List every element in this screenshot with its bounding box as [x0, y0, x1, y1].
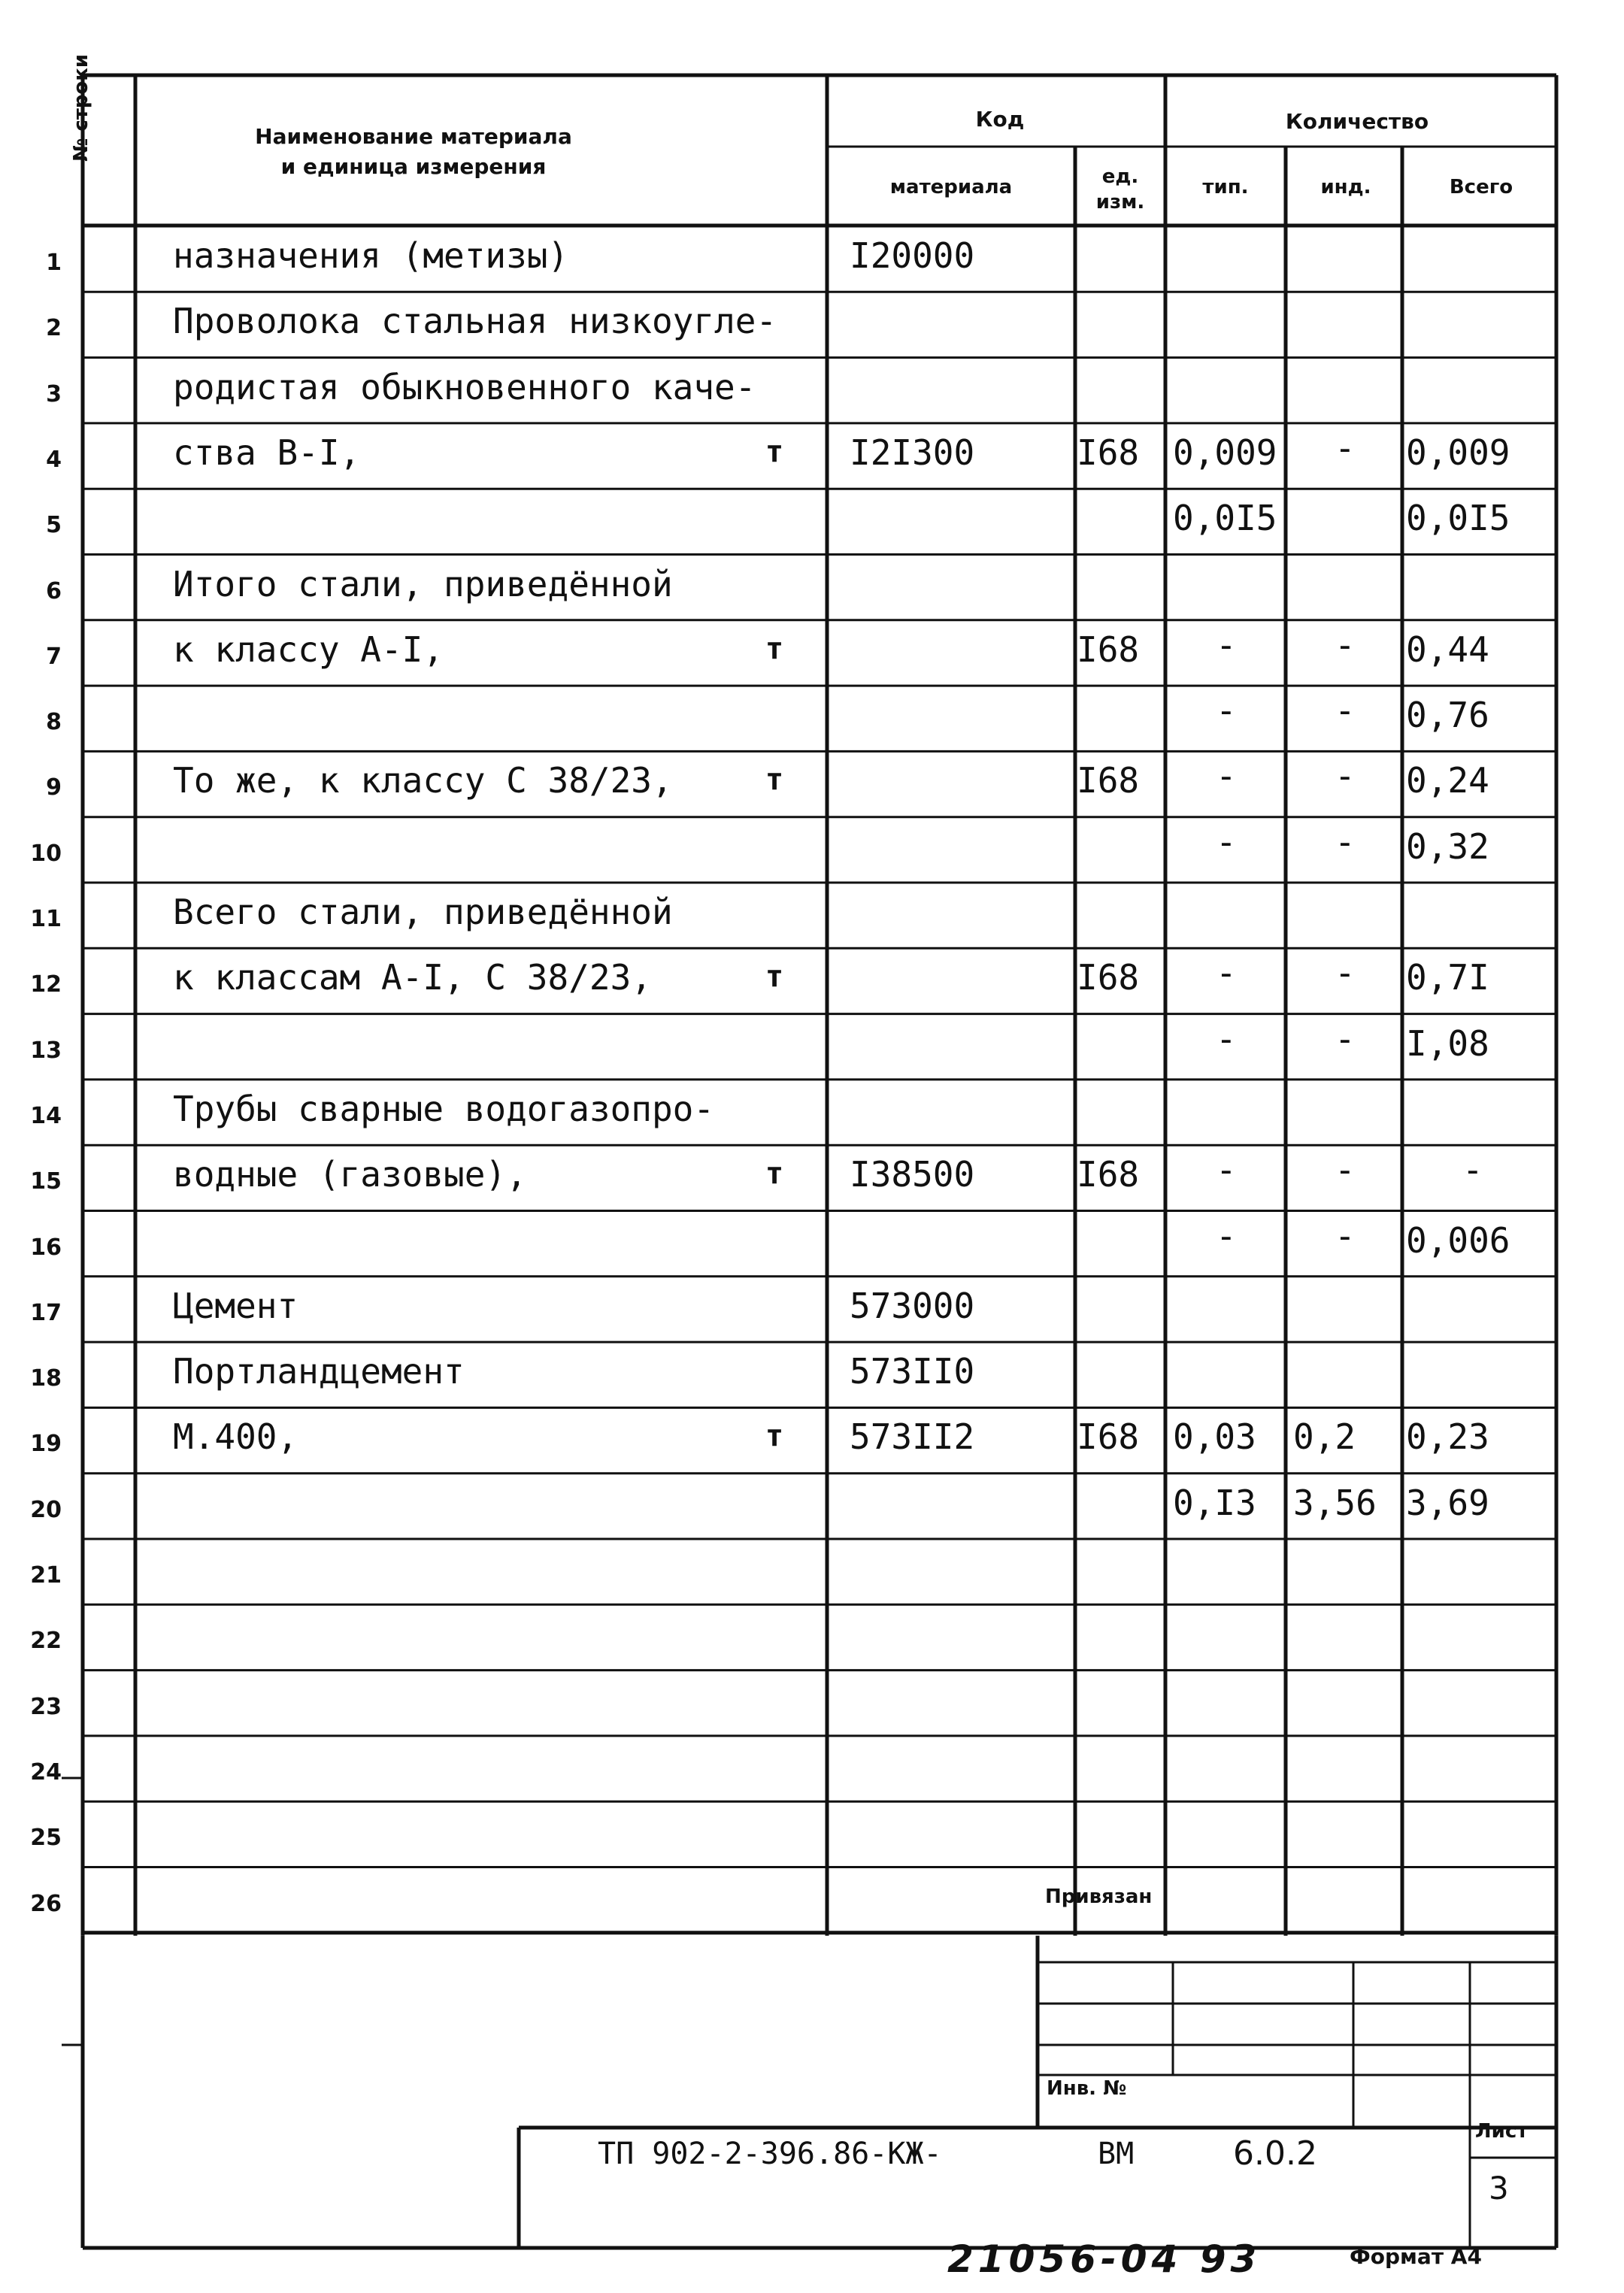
row-number-header: № строки	[70, 53, 92, 162]
code-unit-header: ед. изм.	[1095, 165, 1145, 214]
row-number: 8	[46, 709, 62, 736]
quantity-header: Количество	[1285, 109, 1429, 134]
quantity-typ: 0,009	[1173, 432, 1277, 473]
unit-code: I68	[1077, 760, 1140, 801]
unit-symbol: т	[765, 631, 784, 666]
quantity-ind: 3,56	[1293, 1482, 1377, 1523]
row-number: 15	[30, 1168, 62, 1195]
unit-symbol: т	[765, 1419, 784, 1454]
row-number: 11	[30, 906, 62, 932]
material-code: I38500	[850, 1154, 975, 1195]
quantity-total: 0,23	[1406, 1416, 1489, 1458]
handwritten-number: 21056-04 93	[947, 2237, 1262, 2281]
sheet-label: Лист	[1475, 2120, 1529, 2143]
quantity-typ: 0,0I5	[1173, 498, 1277, 539]
code-material-header: материала	[889, 176, 1013, 198]
row-number: 2	[46, 315, 62, 342]
row-number: 21	[30, 1562, 62, 1589]
row-number: 22	[30, 1628, 62, 1655]
quantity-ind: -	[1335, 1215, 1356, 1256]
material-name: Итого стали, приведённой	[173, 563, 673, 604]
material-name: Трубы сварные водогазопро-	[173, 1088, 715, 1129]
row-number: 13	[30, 1037, 62, 1064]
quantity-typ: -	[1216, 756, 1237, 797]
quantity-typ: -	[1216, 821, 1237, 862]
quantity-total: 0,32	[1406, 825, 1489, 867]
typ-header: тип.	[1202, 176, 1249, 198]
quantity-total: I,08	[1406, 1022, 1489, 1064]
material-name: родистая обыкновенного каче-	[173, 366, 756, 407]
row-number: 7	[46, 643, 62, 670]
name-header-line2: и единица измерения	[280, 154, 547, 179]
quantity-typ: -	[1216, 1018, 1237, 1059]
unit-symbol: т	[765, 434, 784, 469]
document-code: ТП 902-2-396.86-КЖ-	[598, 2137, 942, 2171]
quantity-total: 0,76	[1406, 695, 1489, 736]
row-number: 1	[46, 250, 62, 276]
quantity-ind: -	[1335, 756, 1356, 797]
inv-number-label: Инв. №	[1047, 2077, 1127, 2100]
material-name: к классу А-I,	[173, 629, 444, 670]
unit-code: I68	[1077, 629, 1140, 670]
quantity-ind: -	[1335, 624, 1356, 665]
quantity-ind: -	[1335, 427, 1356, 468]
quantity-typ: -	[1216, 690, 1237, 732]
material-name: к классам А-I, С 38/23,	[173, 957, 652, 998]
quantity-ind: -	[1335, 1018, 1356, 1059]
unit-symbol: т	[765, 959, 784, 995]
quantity-typ: -	[1216, 953, 1237, 994]
row-number: 4	[46, 446, 62, 473]
quantity-total: 0,7I	[1406, 957, 1489, 998]
row-number: 12	[30, 971, 62, 998]
sheet-number: 3	[1489, 2170, 1509, 2207]
document-mark: ВМ	[1098, 2137, 1135, 2171]
row-number: 24	[30, 1758, 62, 1786]
row-number: 23	[30, 1693, 62, 1720]
material-code: I2I300	[850, 432, 975, 473]
row-number: 19	[30, 1431, 62, 1458]
row-number: 25	[30, 1825, 62, 1852]
quantity-ind: -	[1335, 953, 1356, 994]
document-section: 6.0.2	[1233, 2134, 1317, 2173]
format-label: Формат А4	[1350, 2244, 1482, 2269]
material-name: М.400,	[173, 1416, 298, 1458]
material-name: ства В-I,	[173, 432, 361, 473]
ind-header: инд.	[1320, 176, 1371, 198]
material-name: Всего стали, приведённой	[173, 892, 673, 932]
row-number: 16	[30, 1234, 62, 1261]
row-number: 26	[30, 1890, 62, 1917]
unit-code: I68	[1077, 1154, 1140, 1195]
quantity-ind: -	[1335, 690, 1356, 732]
attached-label: Привязан	[1045, 1886, 1153, 1908]
material-name: водные (газовые),	[173, 1154, 527, 1195]
row-number: 3	[46, 380, 62, 407]
material-name: Портландцемент	[173, 1351, 465, 1392]
row-number: 17	[30, 1299, 62, 1326]
material-code: 573II2	[850, 1416, 975, 1458]
row-number: 6	[46, 577, 62, 604]
name-header-line1: Наименование материала	[255, 124, 572, 149]
row-number: 14	[30, 1102, 62, 1129]
quantity-ind: -	[1335, 821, 1356, 862]
material-name: То же, к классу С 38/23,	[173, 760, 673, 801]
quantity-total: 0,24	[1406, 760, 1489, 801]
unit-symbol: т	[765, 1156, 784, 1192]
quantity-total: 0,44	[1406, 629, 1489, 670]
total-header: Всего	[1449, 176, 1513, 198]
quantity-ind: 0,2	[1293, 1416, 1356, 1458]
quantity-typ: -	[1216, 1215, 1237, 1256]
unit-code: I68	[1077, 1416, 1140, 1458]
quantity-total: 0,006	[1406, 1219, 1510, 1261]
quantity-total: -	[1462, 1150, 1483, 1191]
row-number: 20	[30, 1496, 62, 1523]
quantity-typ: -	[1216, 1150, 1237, 1191]
unit-code: I68	[1077, 957, 1140, 998]
row-number: 9	[46, 774, 62, 801]
row-number: 10	[30, 840, 62, 867]
quantity-typ: -	[1216, 624, 1237, 665]
row-number: 5	[46, 512, 62, 539]
quantity-ind: -	[1335, 1150, 1356, 1191]
quantity-total: 0,009	[1406, 432, 1510, 473]
quantity-total: 0,0I5	[1406, 498, 1510, 539]
material-code: I20000	[850, 235, 975, 276]
quantity-typ: 0,03	[1173, 1416, 1256, 1458]
unit-symbol: т	[765, 762, 784, 798]
quantity-total: 3,69	[1406, 1482, 1489, 1523]
material-name: назначения (метизы)	[173, 235, 569, 276]
unit-code: I68	[1077, 432, 1140, 473]
material-name: Цемент	[173, 1285, 298, 1326]
row-number: 18	[30, 1365, 62, 1392]
quantity-typ: 0,I3	[1173, 1482, 1256, 1523]
material-code: 573000	[850, 1285, 975, 1326]
material-code: 573II0	[850, 1351, 975, 1392]
code-header: Код	[975, 107, 1025, 132]
material-name: Проволока стальная низкоугле-	[173, 301, 777, 342]
